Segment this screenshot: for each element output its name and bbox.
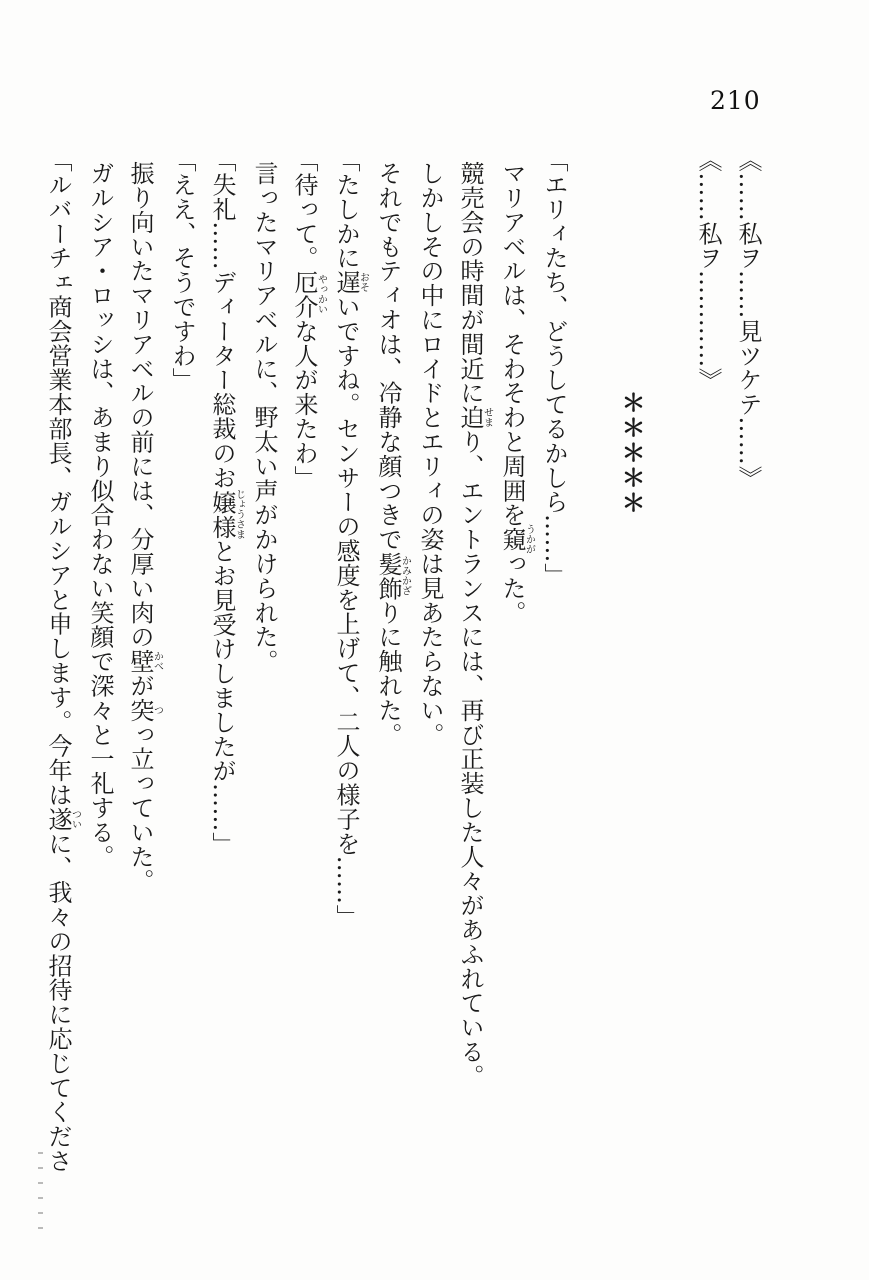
furigana-ruby: 突つ — [126, 698, 163, 723]
quote-line: 《……私ヲ……見ツケテ……》 — [734, 148, 762, 490]
paragraph: 競売会の時間が間近に迫せまり、エントランスには、再び正装した人々があふれている。 — [456, 161, 493, 1089]
paragraph: 「ええ、そうですわ」 — [168, 148, 196, 392]
print-artifact — [38, 1152, 43, 1230]
paragraph: マリアベルは、そわそわと周囲を窺うかがった。 — [498, 161, 535, 625]
furigana-ruby: 遅おそ — [332, 270, 369, 295]
page-number: 210 — [710, 86, 761, 115]
paragraph: ガルシア・ロッシは、あまり似合わない笑顔で深々と一礼する。 — [86, 161, 114, 869]
vertical-text-block — [38, 148, 768, 1210]
paragraph: それでもティオは、冷静な顔つきで髪飾かみかざりに触れた。 — [374, 161, 411, 747]
paragraph: 「たしかに遅おそいですね。センサーの感度を上げて、二人の様子を……」 — [332, 148, 369, 929]
furigana-ruby: 窺うかが — [498, 524, 535, 555]
paragraph: 「ルバーチェ商会営業本部長、ガルシアと申します。今年は遂ついに、我々の招待に応じてくださ — [44, 148, 81, 1173]
furigana-ruby: 髪飾かみかざ — [374, 551, 411, 601]
section-separator: ＊＊＊＊＊ — [617, 390, 646, 515]
furigana-ruby: 迫せま — [456, 405, 493, 430]
furigana-ruby: 壁かべ — [126, 649, 163, 674]
paragraph: しかしその中にロイドとエリィの姿は見あたらない。 — [416, 161, 444, 747]
furigana-ruby: 厄介やっかい — [290, 270, 327, 319]
paragraph: 「待って。厄介やっかいな人が来たわ」 — [290, 148, 327, 490]
paragraph: 「失礼……ディーター総裁のお嬢様じょうさまとお見受けしましたが……」 — [208, 148, 245, 857]
furigana-ruby: 嬢様じょうさま — [208, 489, 245, 540]
furigana-ruby: 遂つい — [44, 806, 81, 832]
paragraph: 振り向いたマリアベルの前には、分厚い肉の壁かべが突つっ立っていた。 — [126, 161, 163, 894]
paragraph: 「エリィたち、どうしてるかしら……」 — [540, 148, 568, 588]
paragraph: 言ったマリアベルに、野太い声がかけられた。 — [250, 161, 278, 674]
quote-line: 《……私ヲ…………》 — [694, 148, 722, 392]
